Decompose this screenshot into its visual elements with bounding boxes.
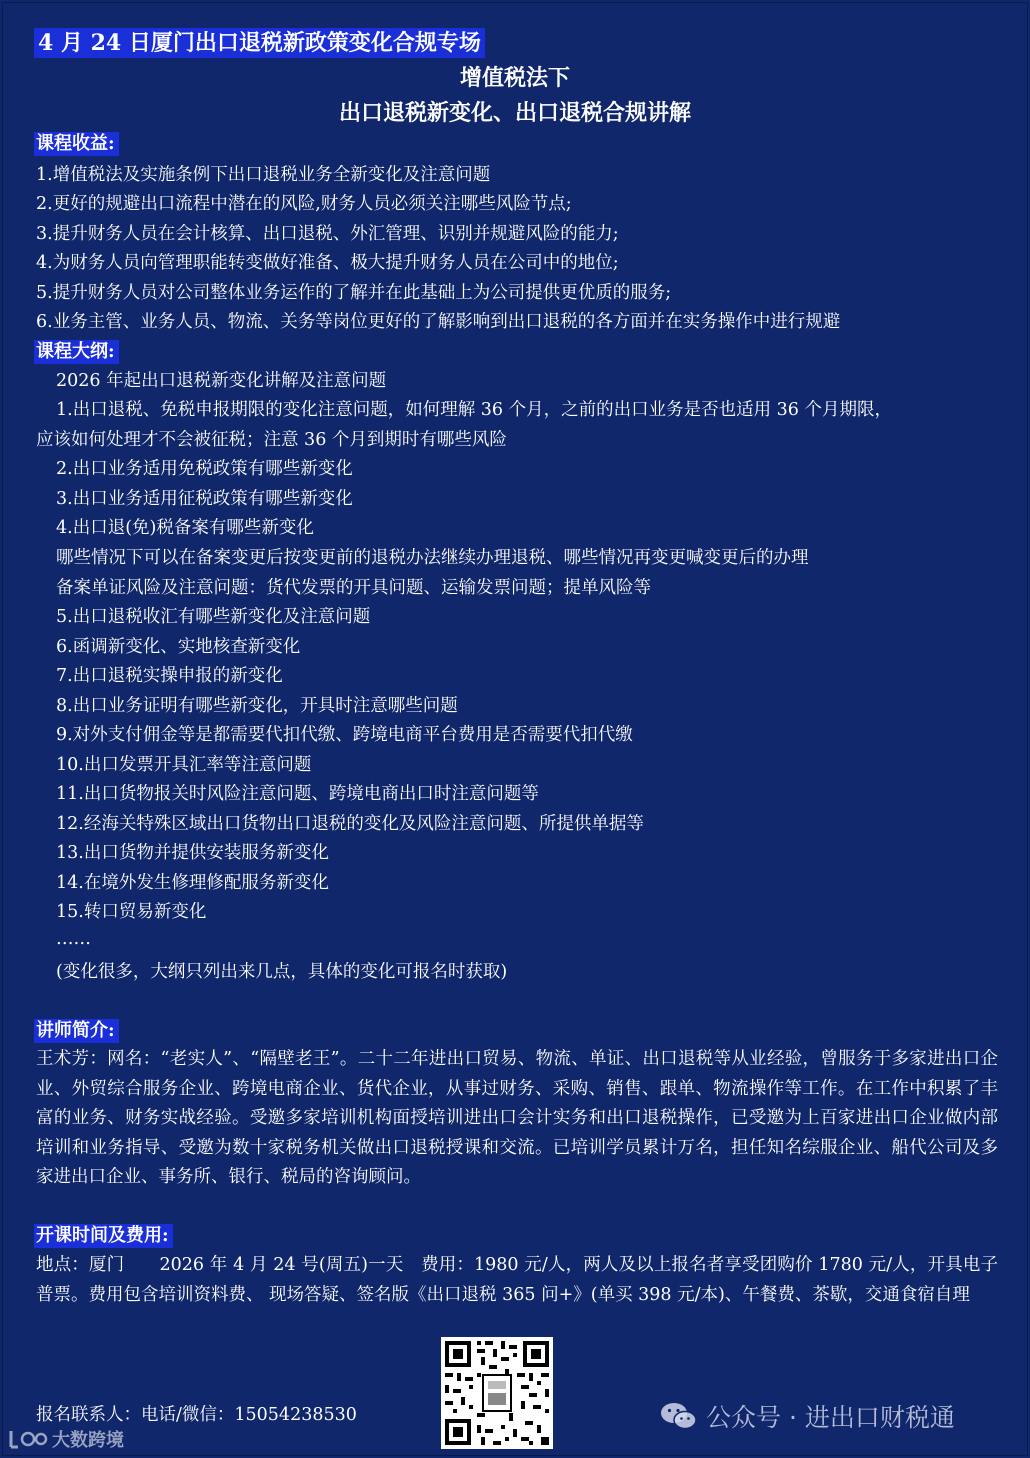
watermark [8,1426,124,1452]
schedule-details: 地点：厦门 2026 年 4 月 24 号(周五)一天 费用：1980 元/人，两人及以上报名者享受团购价 1780 元/人，开具电子普票。费用包含培训资料费、 现场答疑、签名版《出口退税 365 问+》(单买 398 元/本)、午餐费、茶歇，交通食宿自理 [36,1255,998,1305]
benefit-item: 4.为财务人员向管理职能转变做好准备、极大提升财务人员在公司中的地位; [36,253,619,273]
benefit-item: 2.更好的规避出口流程中潜在的风险,财务人员必须关注哪些风险节点; [36,194,572,214]
outline-item: 3.出口业务适用征税政策有哪些新变化 [56,489,353,509]
benefit-item: 5.提升财务人员对公司整体业务运作的了解并在此基础上为公司提供更优质的服务; [36,283,672,303]
outline-item: 12.经海关特殊区域出口货物出口退税的变化及风险注意问题、所提供单据等 [56,814,644,834]
contact-info: 报名联系人：电话/微信：15054238530 [36,1405,357,1425]
subtitle-primary: 增值税法下 [459,65,570,91]
qr-code-icon [441,1337,553,1449]
outline-item-continuation: 应该如何处理才不会被征税；注意 36 个月到期时有哪些风险 [36,430,507,450]
instructor-heading: 讲师简介: [34,1019,119,1043]
instructor-bio: 王术芳：网名：“老实人”、“隔壁老王”。二十二年进出口贸易、物流、单证、出口退税等从业经验，曾服务于多家进出口企业、外贸综合服务企业、跨境电商企业、货代企业，从事过财务、采购、销售、跟单、物流操作等工作。在工作中积累了丰富的业务、财务实战经验。受邀多家培训机构面授培训进出口会计实务和出口退税操作，已受邀为上百家进出口企业做内部培训和业务指导、受邀为数十家税务机关做出口退税授课和交流。已培训学员累计万名，担任知名综服企业、船代公司及多家进出口企业、事务所、银行、税局的咨询顾问。 [36,1049,998,1188]
outline-subitem: 哪些情况下可以在备案变更后按变更前的退税办法继续办理退税、哪些情况再变更喊变更后的办理 [56,548,809,568]
event-title: 4 月 24 日厦门出口退税新政策变化合规专场 [34,28,485,58]
wechat-icon [660,1401,698,1431]
outline-ellipsis: …… [56,929,91,949]
outline-item: 6.函调新变化、实地核查新变化 [56,637,301,657]
outline-note: (变化很多，大纲只列出来几点，具体的变化可报名时获取) [56,962,508,982]
outline-heading: 课程大纲: [34,340,119,364]
outline-item: 5.出口退税收汇有哪些新变化及注意问题 [56,607,371,627]
benefit-item: 3.提升财务人员在会计核算、出口退税、外汇管理、识别并规避风险的能力; [36,224,619,244]
outline-item: 9.对外支付佣金等是都需要代扣代缴、跨境电商平台费用是否需要代扣代缴 [56,725,633,745]
outline-item: 7.出口退税实操申报的新变化 [56,666,283,686]
outline-item: 4.出口退(免)税备案有哪些新变化 [56,518,314,538]
benefit-item: 6.业务主管、业务人员、物流、关务等岗位更好的了解影响到出口退税的各方面并在实务操作中进行规避 [36,312,841,332]
outline-item: 8.出口业务证明有哪些新变化，开具时注意哪些问题 [56,696,458,716]
outline-item: 15.转口贸易新变化 [56,902,207,922]
outline-item: 11.出口货物报关时风险注意问题、跨境电商出口时注意问题等 [56,784,539,804]
outline-item: 10.出口发票开具汇率等注意问题 [56,755,312,775]
benefit-item: 1.增值税法及实施条例下出口退税业务全新变化及注意问题 [36,165,491,185]
outline-item: 14.在境外发生修理修配服务新变化 [56,873,329,893]
wechat-account-label [660,1398,955,1434]
outline-item: 2.出口业务适用免税政策有哪些新变化 [56,459,353,479]
benefits-heading: 课程收益: [34,132,119,156]
watermark-text: 大数跨境 [52,1430,124,1451]
outline-intro: 2026 年起出口退税新变化讲解及注意问题 [56,371,387,391]
watermark-logo-icon [8,1428,48,1450]
subtitle-secondary: 出口退税新变化、出口退税合规讲解 [338,100,691,126]
outline-item: 13.出口货物并提供安装服务新变化 [56,843,329,863]
wechat-account-name: 公众号 · 进出口财税通 [706,1403,955,1432]
outline-subitem: 备案单证风险及注意问题：货代发票的开具问题、运输发票问题；提单风险等 [56,578,651,598]
outline-item: 1.出口退税、免税申报期限的变化注意问题，如何理解 36 个月，之前的出口业务是否也适用 36 个月期限， [56,400,892,420]
schedule-heading: 开课时间及费用: [34,1224,173,1248]
